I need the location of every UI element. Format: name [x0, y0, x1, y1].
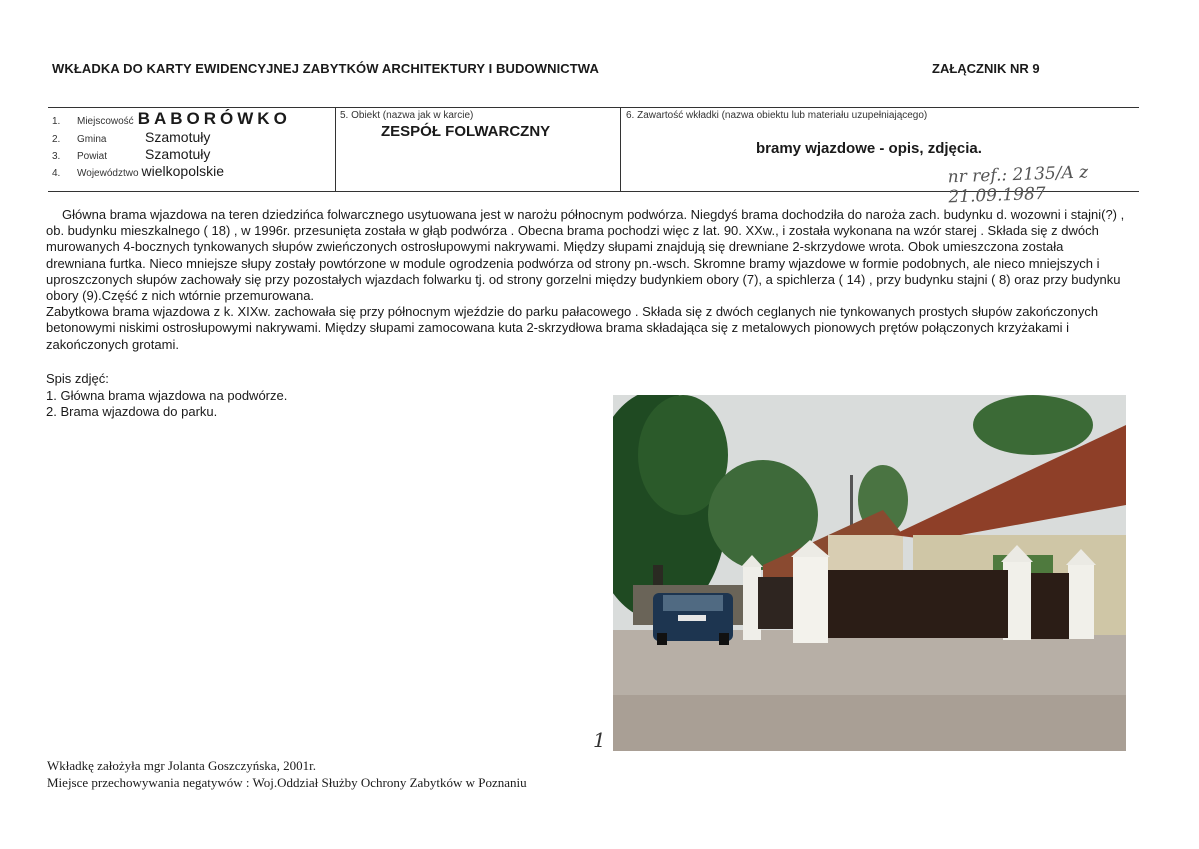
voivodeship-value: wielkopolskie — [141, 163, 224, 179]
commune-row: 2. Gmina Szamotuły — [52, 129, 211, 145]
county-value: Szamotuły — [145, 146, 211, 162]
locality-label: Miejscowość — [77, 116, 134, 127]
gate-photo — [613, 395, 1126, 751]
page-title: WKŁADKA DO KARTY EWIDENCYJNEJ ZABYTKÓW ARCHITEKTURY I BUDOWNICTWA — [52, 61, 599, 76]
content-value: bramy wjazdowe - opis, zdjęcia. — [756, 140, 982, 157]
county-label: Powiat — [77, 151, 108, 162]
voivodeship-row: 4. Województwo wielkopolskie — [52, 163, 224, 179]
photo-number: 1 — [593, 728, 606, 752]
photo-list-item: 2. Brama wjazdowa do parku. — [46, 404, 218, 419]
description-paragraph: Główna brama wjazdowa na teren dziedzińca folwarcznego usytuowana jest w narożu północnym podwórza. Niegdyś brama dochodziła do naroża zach. budynku d. wozowni i stajni(?) , ob. budynku mieszkalnego ( 18) , w 1996r. przesunięta została w głąb podwórza . Obecna brama pochodzi więc z lat. 90. XXw., i została wykonana na wzór starej . Składa się z dwóch murowanych 4-bocznych tynkowanych słupów zwieńczonych ostrosłupowymi nakrywami. Między słupami znajdują się drewniane 2-skrzydowe wrota. Obok umieszczona została drewniana furtka. Nieco mniejsze słupy zostały powtórzone w module ogrodzenia podwórza od strony pn.-wsch. Skromne bramy wjazdowe w formie podobnych, ale nieco mniejszych i uproszczonych słupów zachowały się przy pozostałych wjazdach folwarku tj. od strony gorzelni między budynkiem obory (7), a spichlerza ( 14) , przy budynku stajni ( 8) oraz przy budynku obory (9).Część z nich wtórnie przemurowana. — [46, 207, 1125, 304]
photo-list — [46, 371, 287, 421]
form-divider — [620, 108, 621, 191]
annex-number: ZAŁĄCZNIK NR 9 — [932, 61, 1040, 76]
commune-value: Szamotuły — [145, 129, 211, 145]
record-form — [48, 107, 1139, 208]
form-divider — [335, 108, 336, 191]
footer — [47, 757, 527, 791]
description — [46, 207, 1126, 353]
voivodeship-label: Województwo — [77, 168, 139, 179]
handwritten-reference: nr ref.: 2135/A z 21.09.1987 — [947, 162, 1089, 208]
description-paragraph: Zabytkowa brama wjazdowa z k. XIXw. zachowała się przy północnym wjeździe do parku pałacowego . Składa się z dwóch ceglanych nie tynkowanych prostych słupów zakończonych betonowymi niskimi ostrosłupowymi nakrywami. Między słupami zamocowana kuta 2-skrzydłowa brama składająca się z metalowych pionowych prętów połączonych krzyżakami i zakończonych grotami. — [46, 304, 1099, 352]
locality-row: 1. Miejscowość BABORÓWKO — [52, 109, 291, 128]
photo-list-heading: Spis zdjęć: — [46, 371, 109, 386]
locality-value: BABORÓWKO — [137, 109, 291, 128]
county-row: 3. Powiat Szamotuły — [52, 146, 211, 162]
object-value: ZESPÓŁ FOLWARCZNY — [381, 123, 551, 140]
photo-list-item: 1. Główna brama wjazdowa na podwórze. — [46, 387, 288, 403]
commune-label: Gmina — [77, 134, 107, 145]
gate-photo-illustration — [613, 395, 1126, 751]
object-label: 5. Obiekt (nazwa jak w karcie) — [340, 110, 474, 121]
footer-storage: Miejsce przechowywania negatywów : Woj.Oddział Służby Ochrony Zabytków w Poznaniu — [47, 775, 527, 790]
content-label: 6. Zawartość wkładki (nazwa obiektu lub materiału uzupełniającego) — [626, 110, 928, 121]
footer-author: Wkładkę założyła mgr Jolanta Goszczyńska, 2001r. — [47, 758, 316, 773]
